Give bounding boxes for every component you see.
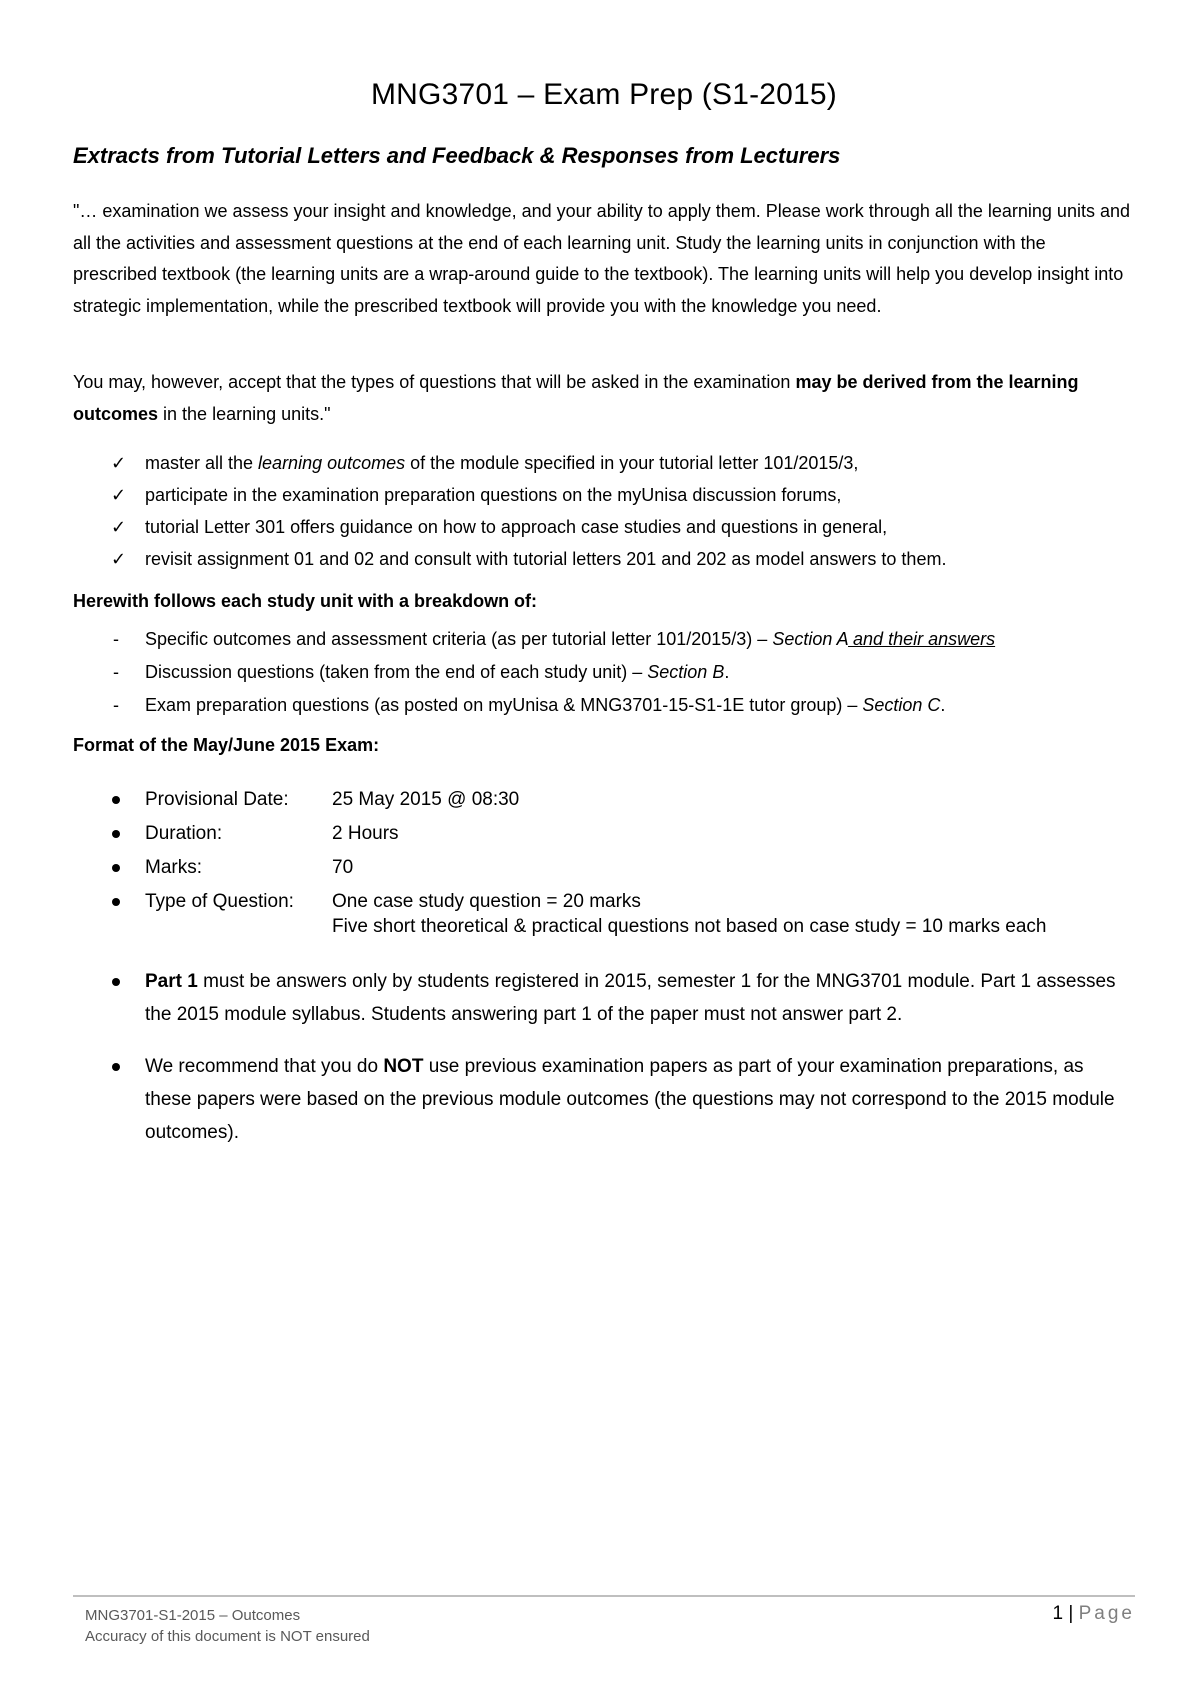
checklist-text: tutorial Letter 301 offers guidance on how to approach case studies and questions in general,: [145, 517, 888, 537]
recommend-note-before: We recommend that you do: [145, 1056, 384, 1077]
page-title: MNG3701 – Exam Prep (S1-2015): [370, 78, 837, 111]
checklist-text: revisit assignment 01 and 02 and consult with tutorial letters 201 and 202 as model answers to them.: [145, 549, 947, 569]
breakdown-text: Specific outcomes and assessment criteria (as per tutorial letter 101/2015/3) –: [145, 629, 773, 649]
footer-disclaimer: Accuracy of this document is NOT ensured: [85, 1628, 370, 1645]
exam-detail-value: One case study question = 20 marks: [332, 891, 641, 912]
exam-detail-value: 2 Hours: [332, 823, 399, 844]
checkmark-icon: ✓: [111, 549, 127, 569]
exam-detail-value: 70: [332, 857, 354, 878]
exam-detail-item: [73, 851, 641, 885]
breakdown-text: Discussion questions (taken from the end of each study unit) –: [145, 662, 648, 682]
breakdown-text: Exam preparation questions (as posted on myUnisa & MNG3701-15-S1-1E tutor group) –: [145, 695, 863, 715]
footer-left: [85, 1605, 370, 1647]
bullet-icon: [112, 830, 120, 838]
recommend-note: [73, 1050, 1135, 1149]
footer-document-name: MNG3701-S1-2015 – Outcomes: [85, 1607, 301, 1624]
exam-detail-value: 25 May 2015 @ 08:30: [332, 789, 520, 810]
part1-note-text: [73, 965, 1135, 1031]
document-page: [73, 0, 1135, 1696]
second-paragraph: [73, 367, 1133, 430]
checkmark-icon: ✓: [111, 453, 127, 473]
exam-detail-item: [73, 783, 641, 817]
bullet-icon: [112, 864, 120, 872]
checklist-text: master all the: [145, 453, 259, 473]
dash-marker: -: [113, 695, 119, 715]
exam-detail-label: Type of Question:: [145, 891, 294, 912]
second-paragraph-before: You may, however, accept that the types of questions that will be asked in the examination: [73, 372, 796, 392]
breakdown-item: [73, 656, 995, 689]
checklist: [73, 447, 946, 575]
checkmark-icon: ✓: [111, 485, 127, 505]
breakdown-item: [73, 623, 995, 656]
exam-detail-label: Duration:: [145, 823, 223, 844]
dash-marker: -: [113, 662, 119, 682]
part1-note: [73, 965, 1135, 1031]
page-subtitle: Extracts from Tutorial Letters and Feedback & Responses from Lecturers: [73, 143, 841, 168]
bullet-icon: [112, 796, 120, 804]
exam-detail-item: [73, 817, 641, 851]
page-number: 1: [1052, 1603, 1064, 1624]
footer-divider: [73, 1595, 1135, 1597]
bullet-icon: [112, 898, 120, 906]
breakdown-section: Section C: [862, 695, 941, 715]
bullet-icon: [112, 978, 120, 986]
second-paragraph-bold: may be derived from the learning outcomes: [73, 372, 1079, 424]
exam-details-list: [73, 783, 641, 919]
breakdown-section: Section A: [772, 629, 849, 649]
breakdown-list: [73, 623, 995, 722]
recommend-note-after: use previous examination papers as part of your examination preparations, as these papers were based on the previous module outcomes (the questions may not correspond to the 2015 module outcomes).: [145, 1056, 1115, 1143]
checklist-italic: learning outcomes: [258, 453, 406, 473]
checklist-text: participate in the examination preparation questions on the myUnisa discussion forums,: [145, 485, 842, 505]
intro-paragraph: "… examination we assess your insight and knowledge, and your ability to apply them. Please work through all the learning units and all the activities and assessment questions at the end of each learning unit. Study the learning units in conjunction with the prescribed textbook (the learning units are a wrap-around guide to the textbook). The learning units will help you develop insight into strategic implementation, while the prescribed textbook will provide you with the knowledge you need.: [73, 201, 1130, 316]
question-type-continued: Five short theoretical & practical questions not based on case study = 10 marks each: [332, 916, 1047, 937]
part1-note-bold: Part 1: [145, 971, 198, 992]
checkmark-icon: ✓: [111, 517, 127, 537]
format-heading: Format of the May/June 2015 Exam:: [73, 735, 380, 755]
breakdown-extra: .: [940, 695, 946, 715]
page-separator: |: [1068, 1603, 1074, 1624]
breakdown-heading: Herewith follows each study unit with a breakdown of:: [73, 591, 538, 611]
exam-detail-label: Marks:: [145, 857, 202, 878]
bullet-icon: [112, 1063, 120, 1071]
breakdown-extra: and their answers: [848, 629, 996, 649]
breakdown-section: Section B: [647, 662, 725, 682]
recommend-note-text: [73, 1050, 1135, 1149]
breakdown-item: [73, 689, 995, 722]
checklist-item: [73, 511, 946, 543]
part1-note-body: must be answers only by students registered in 2015, semester 1 for the MNG3701 module. Part 1 assesses the 2015 module syllabus. Students answering part 1 of the paper must not answer part 2.: [145, 971, 1116, 1025]
exam-detail-label: Provisional Date:: [145, 789, 289, 810]
breakdown-extra: .: [724, 662, 730, 682]
checklist-item: [73, 447, 946, 479]
checklist-text-after: of the module specified in your tutorial letter 101/2015/3,: [405, 453, 859, 473]
checklist-item: [73, 543, 946, 575]
checklist-item: [73, 479, 946, 511]
page-label: Page: [1078, 1603, 1135, 1624]
footer-page-number: [1053, 1603, 1135, 1625]
second-paragraph-after: in the learning units.": [158, 403, 331, 424]
dash-marker: -: [113, 629, 119, 649]
recommend-note-bold: NOT: [383, 1056, 424, 1077]
